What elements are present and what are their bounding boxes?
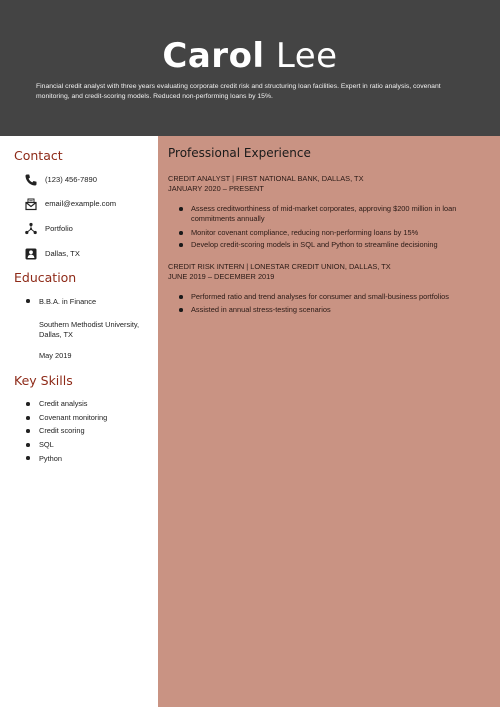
skill-bullet (26, 429, 30, 433)
job-dates: JANUARY 2020 – PRESENT (168, 184, 264, 193)
job-dates: JUNE 2019 – DECEMBER 2019 (168, 272, 275, 281)
skill-item: Python (39, 454, 63, 463)
job-bullet (179, 243, 183, 247)
skill-bullet (26, 402, 30, 406)
job-bullet-text: Develop credit-scoring models in SQL and Python to streamline decisioning (191, 240, 438, 249)
education-school-line2: Dallas, TX (39, 330, 73, 339)
first-name: Carol (162, 36, 265, 76)
summary-text: Financial credit analyst with three years evaluating corporate credit risk and structuring loan facilities. Expert in ratio analysis, covenant monitoring, and credit-scoring models. Reduced non-performing loans by 15%. (36, 83, 441, 100)
skill-bullet (26, 416, 30, 420)
portfolio-icon (24, 222, 38, 236)
skill-bullet (26, 443, 30, 447)
job-bullet (179, 295, 183, 299)
skill-item: Credit analysis (39, 399, 88, 408)
skill-item: SQL (39, 440, 54, 449)
email-text[interactable]: email@example.com (45, 199, 117, 208)
last-name: Lee (275, 36, 338, 76)
phone-text: (123) 456-7890 (45, 175, 97, 184)
education-bullet (26, 299, 30, 303)
education-heading: Education (14, 270, 77, 285)
location-text: Dallas, TX (45, 249, 80, 258)
education-school-line1: Southern Methodist University, (39, 320, 140, 329)
experience-heading: Professional Experience (168, 146, 311, 160)
job-heading: CREDIT ANALYST | FIRST NATIONAL BANK, DALLAS, TX (168, 174, 364, 183)
skill-item: Credit scoring (39, 426, 85, 435)
contact-heading: Contact (14, 148, 63, 163)
skill-item: Covenant monitoring (39, 413, 108, 422)
job-bullet (179, 207, 183, 211)
job-bullet-text: Performed ratio and trend analyses for consumer and small-business portfolios (191, 292, 449, 301)
job-bullet-text: Assisted in annual stress-testing scenarios (191, 305, 331, 314)
email-icon (24, 197, 38, 211)
location-icon (24, 247, 38, 261)
education-date: May 2019 (39, 351, 72, 360)
phone-icon (24, 173, 38, 187)
education-degree: B.B.A. in Finance (39, 297, 97, 306)
job-bullet (179, 231, 183, 235)
job-bullet-text: Monitor covenant compliance, reducing non-performing loans by 15% (191, 228, 419, 237)
portfolio-link[interactable]: Portfolio (45, 224, 73, 233)
job-bullet-text: Assess creditworthiness of mid-market corporates, approving $200 million in loan commitments annually (191, 204, 457, 223)
skill-bullet (26, 456, 30, 460)
skills-heading: Key Skills (14, 373, 73, 388)
resume-header (0, 0, 500, 136)
candidate-name (0, 36, 500, 76)
job-bullet (179, 308, 183, 312)
job-heading: CREDIT RISK INTERN | LONESTAR CREDIT UNION, DALLAS, TX (168, 262, 391, 271)
